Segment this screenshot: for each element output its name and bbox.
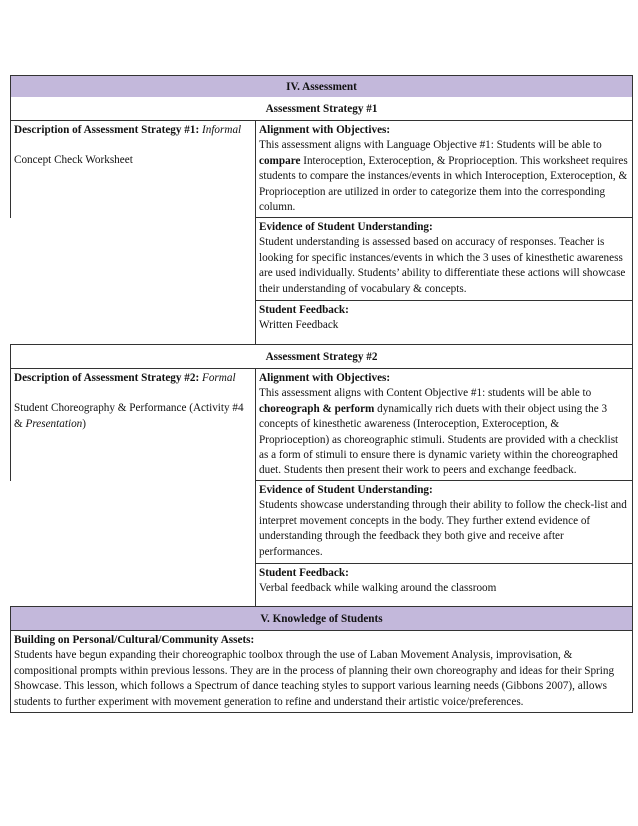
strategy-title: Assessment Strategy #2 (265, 350, 378, 363)
feedback-label: Student Feedback: (259, 567, 349, 579)
description-text: Student Choreography & Performance (Activity #4 & Presentation) (14, 402, 244, 430)
assessment-type: Informal (202, 124, 242, 136)
description-text: Concept Check Worksheet (14, 154, 133, 167)
strategy-2-evidence (256, 481, 632, 562)
strategy-1-evidence (256, 218, 632, 299)
feedback-text: Verbal feedback while walking around the classroom (259, 582, 497, 595)
alignment-text: This assessment aligns with Language Objective #1: Students will be able to compare Interoception, Exteroception, & Proprioception. This worksheet requires students to compare the instances/events in which Interoception, Exteroception, & Proprioception are utilized in order to categorize them into the corresponding column. (259, 139, 628, 214)
alignment-text: This assessment aligns with Content Objective #1: students will be able to choreograph & perform dynamically rich duets with their object using the 3 concepts of kinesthetic awareness (Interoception, Exteroception, & Proprioception) as choreographic stimuli. Students are provided with a checklist as a form of stimuli to ensure there is dynamic variety within the choreographed duet. Students then present their work to peers and exchange feedback. (259, 387, 619, 477)
feedback-label: Student Feedback: (259, 304, 349, 316)
strategy-1-header (10, 97, 633, 121)
knowledge-label: Building on Personal/Cultural/Community Assets: (14, 634, 255, 646)
description-label: Description of Assessment Strategy #2: (14, 372, 200, 384)
evidence-text: Students showcase understanding through their ability to follow the check-list and interpret movement concepts in the body. They further extend evidence of understanding through the feedback they both give and receive after performances. (259, 499, 627, 558)
alignment-label: Alignment with Objectives: (259, 124, 391, 136)
strategy-2-alignment (256, 369, 632, 481)
assessment-type: Formal (202, 372, 236, 384)
description-label: Description of Assessment Strategy #1: (14, 124, 200, 136)
alignment-label: Alignment with Objectives: (259, 372, 391, 384)
section-title: V. Knowledge of Students (260, 612, 383, 625)
strategy-2-header (10, 344, 633, 369)
knowledge-text: Students have begun expanding their choreographic toolbox through the use of Laban Movement Analysis, improvisation, & compositional prompts within previous lessons. They are in the process of planning their own choreography and ideas for their Spring Showcase. This lesson, which follows a Spectrum of dance teaching styles to support various learning needs (Gibbons 2007), allows students to further experiment with movement generation to refine and understand their artistic voice/preferences. (14, 649, 615, 708)
strategy-1-description (11, 121, 255, 171)
section-header-knowledge (10, 606, 633, 631)
section-header-assessment (10, 75, 633, 98)
table-border (632, 121, 633, 345)
evidence-label: Evidence of Student Understanding: (259, 484, 433, 496)
strategy-2-feedback (256, 564, 632, 599)
strategy-1-feedback (256, 301, 632, 336)
knowledge-of-students-box (10, 630, 633, 713)
table-border (632, 369, 633, 607)
section-title: IV. Assessment (286, 80, 357, 93)
evidence-label: Evidence of Student Understanding: (259, 221, 433, 233)
strategy-2-description (11, 369, 255, 434)
strategy-title: Assessment Strategy #1 (265, 102, 378, 115)
evidence-text: Student understanding is assessed based on accuracy of responses. Teacher is looking for specific instances/events in which the 3 uses of kinesthetic awareness are used individually. Students’ ability to differentiate these actions will showcase their understanding of vocabulary & concepts. (259, 236, 626, 295)
feedback-text: Written Feedback (259, 319, 339, 332)
strategy-1-alignment (256, 121, 632, 217)
